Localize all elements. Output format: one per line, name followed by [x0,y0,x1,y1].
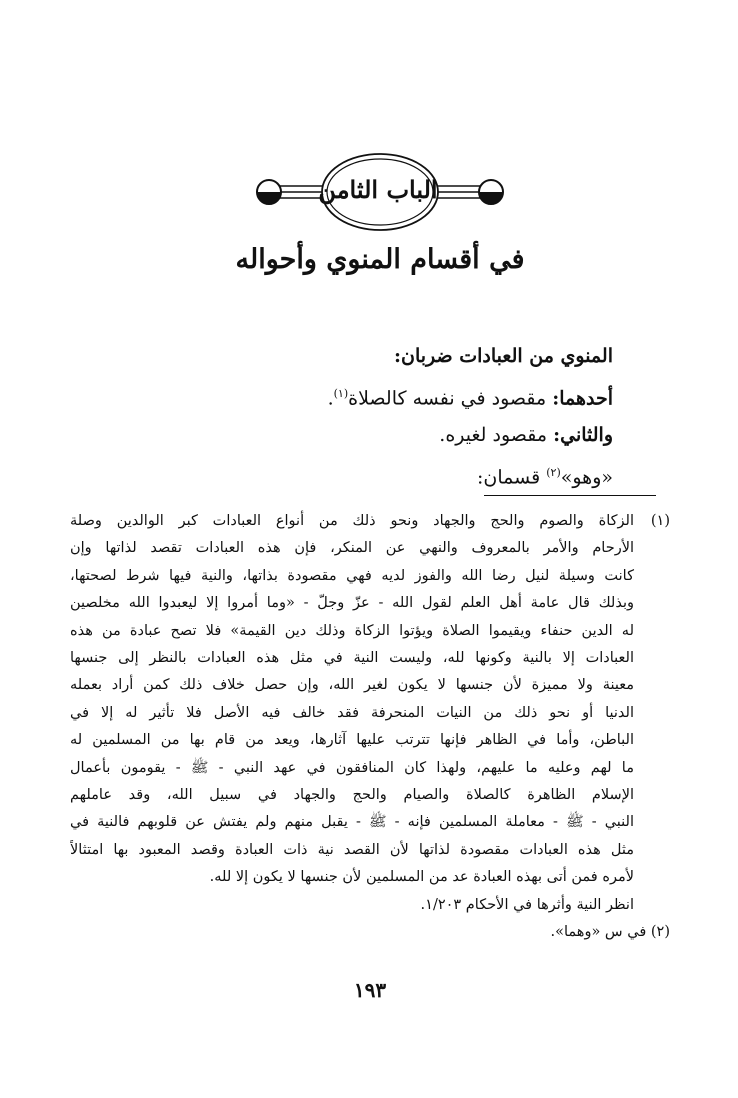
page-number: ١٩٣ [353,978,387,1002]
body-line-4-a: «وهو» [560,466,613,489]
body-line-4 [133,454,613,496]
footnotes [70,508,670,947]
footnote-1-number: (١) [650,513,670,529]
footnote-1-line: الباطن، وأما في الظاهر فإنها تترتب عليها آثارها، ويعد من قام بها من المسلمين له [70,732,634,749]
footnote-1-line: الدنيا أو نحو ذلك من النيات المنحرفة فقد خالف فيه الأصل فلا تأثير له إلا في [70,704,634,721]
body-line-2-end: . [327,387,334,410]
body-line-3-text: مقصود لغيره. [439,424,554,447]
footnote-1-line: معينة ولا مميزة لأن جنسها لا يكون لغير الله، وإن حصل خلاف ذلك كمن أراد بعمله [70,677,634,694]
footnote-1-line [70,508,670,535]
footnote-1-line: لأمره فمن أتى بهذه العبادة عد من المسلمين لأن جنسها لا يكون إلا لله. [209,869,634,886]
footnote-1-line: مثل هذه العبادات مقصودة لذاتها لأن القصد نية ذات العبادة وقصد المعبود بها امتثالاً [70,841,634,858]
body-line-2-text: مقصود في نفسه كالصلاة [348,387,553,410]
footnote-1-line: النبي - ﷺ - معاملة المسلمين فإنه - ﷺ - يقبل منهم ولم يفتش عن قلوبهم فالنية في [70,814,634,831]
footnote-1-line: الإسلام الظاهرة كالصلاة والصيام والحج والجهاد في سبيل الله، وقد عاملهم [70,787,634,804]
body-line-1 [133,338,613,375]
body-line-2 [133,375,613,417]
chapter-label: الباب الثامن [318,175,438,204]
body-line-3-lead: والثاني: [553,424,613,447]
footnote-1-text: الزكاة والصوم والحج والجهاد ونحو ذلك من أنواع العبادات كبر الوالدين وصلة [70,513,634,529]
footnote-1-line: انظر النية وأثرها في الأحكام ١/٢٠٣. [420,896,634,913]
footnote-2: (٢) في س «وهما». [550,924,670,941]
footnote-1-line: له الدين حنفاء ويقيموا الصلاة ويؤتوا الزكاة وذلك دين القيمة» فلا تصح عبادة من هذه [70,622,634,639]
footnote-ref-2: (٢) [546,466,561,480]
footnote-1-line: ما لهم وعليه ما عليهم، ولهذا كان المنافقون في عهد النبي - ﷺ - يقومون بأعمال [70,759,634,776]
body-line-1-text: المنوي من العبادات ضربان: [393,345,613,367]
chapter-title: في أقسام المنوي وأحواله [235,244,525,275]
footnote-1-line: كانت وسيلة لنيل رضا الله والفوز لديه فهي مقصودة بذاتها، والنية فيها شرط لصحتها، [70,567,634,584]
footnote-separator [484,495,656,496]
body-line-4-b: قسمان: [477,466,547,489]
footnote-1-line: العبادات إلا بالنية وكونها لله، وليست النية في مثل هذه العبادات بالنظر إلى جنسها [70,650,634,667]
footnote-ref-1: (١) [333,387,349,400]
footnote-1-line: الأرحام والأمر بالمعروف والنهي عن المنكر، فإن هذه العبادات تقصد لذاتها وإن [70,540,634,557]
body-line-2-lead: أحدهما: [552,387,613,410]
footnote-1-line: وبذلك قال عامة أهل العلم لقول الله - عزّ وجلّ - «وما أمروا إلا ليعبدوا الله مخلصين [70,595,634,612]
body-text [133,338,613,497]
body-line-3 [133,417,613,454]
